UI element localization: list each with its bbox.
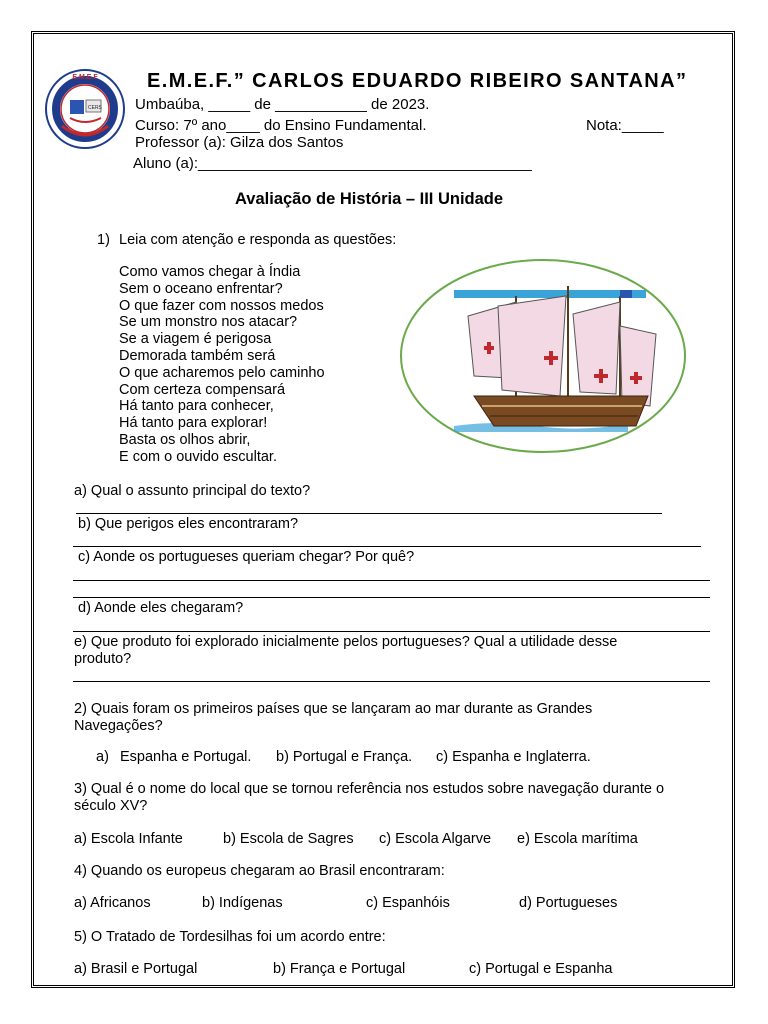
- q2-question: 2) Quais foram os primeiros países que se lançaram ao mar durante as Grandes: [74, 701, 593, 717]
- q1e-question: e) Que produto foi explorado inicialmente pelos portugueses? Qual a utilidade desse: [74, 634, 618, 650]
- q1-number: 1): [97, 232, 110, 248]
- q3-option-a[interactable]: a) Escola Infante: [74, 831, 183, 847]
- q2-option-b[interactable]: b) Portugal e França.: [276, 749, 413, 765]
- q4-option-d[interactable]: d) Portugueses: [519, 895, 618, 911]
- q3-option-b[interactable]: b) Escola de Sagres: [223, 831, 354, 847]
- course-line: Curso: 7º ano____ do Ensino Fundamental.: [135, 117, 427, 134]
- poem-line: Com certeza compensará: [119, 381, 286, 398]
- q2-question-cont: Navegações?: [74, 718, 163, 734]
- q5-option-c[interactable]: c) Portugal e Espanha: [469, 961, 613, 977]
- poem-line: O que fazer com nossos medos: [119, 297, 324, 314]
- q1-prompt: Leia com atenção e responda as questões:: [119, 232, 397, 248]
- q2-option-a-letter: a): [96, 749, 109, 765]
- q3-option-c[interactable]: c) Escola Algarve: [379, 831, 492, 847]
- poem-line: Há tanto para explorar!: [119, 415, 268, 432]
- poem: [119, 264, 325, 466]
- answer-line[interactable]: [76, 513, 662, 514]
- q5-option-a[interactable]: a) Brasil e Portugal: [74, 961, 198, 977]
- q3-option-d[interactable]: e) Escola marítima: [517, 831, 638, 847]
- poem-line: Sem o oceano enfrentar?: [119, 280, 283, 297]
- poem-line: Como vamos chegar à Índia: [119, 264, 301, 280]
- poem-line: Demorada também será: [119, 347, 276, 364]
- answer-line[interactable]: [73, 546, 701, 547]
- student-line: Aluno (a):________________________________________: [133, 155, 532, 172]
- q1b-question: b) Que perigos eles encontraram?: [78, 516, 299, 532]
- q5-question: 5) O Tratado de Tordesilhas foi um acordo entre:: [74, 929, 386, 945]
- q2-option-c[interactable]: c) Espanha e Inglaterra.: [436, 749, 591, 765]
- svg-text:CERS: CERS: [88, 105, 102, 111]
- q1c-question: c) Aonde os portugueses queriam chegar? Por quê?: [78, 549, 415, 565]
- q4-question: 4) Quando os europeus chegaram ao Brasil encontraram:: [74, 863, 445, 879]
- poem-line: Há tanto para conhecer,: [119, 398, 274, 415]
- poem-line: Se a viagem é perigosa: [119, 331, 272, 348]
- answer-line[interactable]: [73, 631, 710, 632]
- poem-line: Se um monstro nos atacar?: [119, 314, 298, 331]
- q3-question: 3) Qual é o nome do local que se tornou referência nos estudos sobre navegação durante o: [74, 781, 665, 797]
- poem-line: Basta os olhos abrir,: [119, 431, 251, 448]
- q1e-question-cont: produto?: [74, 651, 132, 667]
- school-name: E.M.E.F.” CARLOS EDUARDO RIBEIRO SANTANA”: [147, 70, 688, 92]
- answer-line[interactable]: [73, 580, 710, 581]
- logo-text: E.M.E.F: [72, 74, 98, 81]
- q1a-question: a) Qual o assunto principal do texto?: [74, 483, 311, 499]
- q5-option-b[interactable]: b) França e Portugal: [273, 961, 406, 977]
- q4-option-a[interactable]: a) Africanos: [74, 895, 151, 911]
- poem-line: E com o ouvido escultar.: [119, 448, 277, 465]
- poem-line: O que acharemos pelo caminho: [119, 364, 325, 381]
- caravel-illustration: [398, 256, 688, 456]
- page-title: Avaliação de História – III Unidade: [235, 190, 504, 208]
- answer-line[interactable]: [73, 681, 710, 682]
- teacher-line: Professor (a): Gilza dos Santos: [135, 134, 344, 151]
- q4-option-c[interactable]: c) Espanhóis: [366, 895, 450, 911]
- q4-option-b[interactable]: b) Indígenas: [202, 895, 283, 911]
- grade-field: Nota:_____: [586, 117, 664, 134]
- q2-option-a[interactable]: Espanha e Portugal.: [120, 749, 252, 765]
- q1d-question: d) Aonde eles chegaram?: [78, 600, 244, 616]
- q3-question-cont: século XV?: [74, 798, 148, 814]
- school-logo: [44, 68, 126, 150]
- answer-line[interactable]: [73, 597, 710, 598]
- date-line: Umbaúba, _____ de ___________ de 2023.: [135, 96, 430, 113]
